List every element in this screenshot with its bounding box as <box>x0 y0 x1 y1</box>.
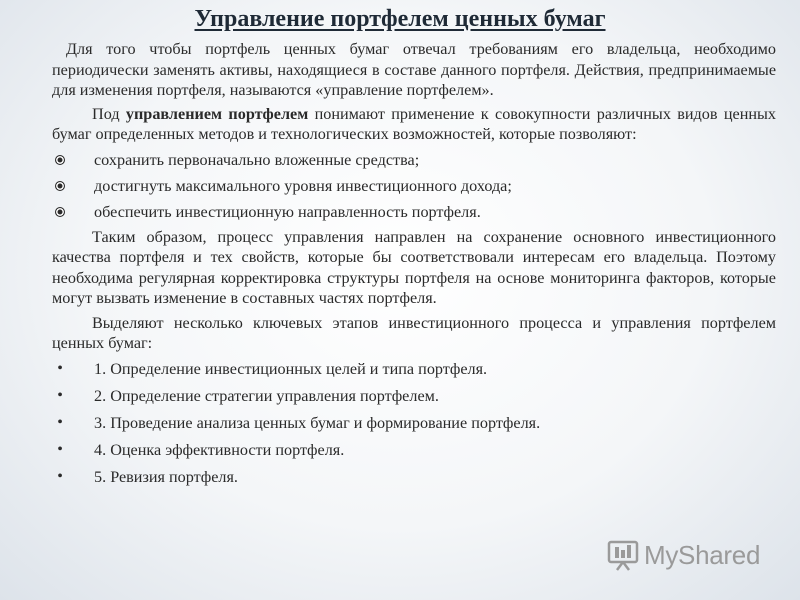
dot-bullet-icon: • <box>57 386 63 404</box>
intro-paragraph: Для того чтобы портфель ценных бумаг отвечал требованиям его владельца, необходимо периодически заменять активы, находящиеся в составе данного портфеля. Действия, предпринимаемые для изменения портфеля, называются «управление портфелем». <box>52 40 776 99</box>
circle-bullet-icon <box>52 201 68 223</box>
stage-text: 1. Определение инвестиционных целей и типа портфеля. <box>94 359 488 378</box>
definition-term: управлением портфелем <box>125 104 309 123</box>
list-item <box>52 466 776 488</box>
dot-bullet-icon: • <box>57 467 63 485</box>
list-item <box>52 358 776 380</box>
stage-text: 3. Проведение анализа ценных бумаг и формирование портфеля. <box>94 413 541 432</box>
dot-bullet-icon: • <box>57 440 63 458</box>
goals-list <box>52 149 776 223</box>
list-item <box>52 439 776 461</box>
watermark-text: MyShared <box>644 539 761 570</box>
list-item <box>52 175 776 197</box>
stages-list <box>52 358 776 488</box>
stages-intro-paragraph: Выделяют несколько ключевых этапов инвестиционного процесса и управления портфелем ценных бумаг: <box>52 313 776 352</box>
presentation-board-icon <box>606 538 640 572</box>
stage-text: 2. Определение стратегии управления портфелем. <box>94 386 439 405</box>
stage-text: 5. Ревизия портфеля. <box>94 467 238 486</box>
list-item <box>52 412 776 434</box>
list-item <box>52 385 776 407</box>
dot-bullet-icon: • <box>57 413 63 431</box>
slide-content <box>52 39 776 493</box>
definition-lead: Под <box>92 104 126 123</box>
circle-bullet-icon <box>52 149 68 171</box>
slide-title: Управление портфелем ценных бумаг <box>194 6 606 32</box>
circle-bullet-icon <box>52 175 68 197</box>
goal-text: сохранить первоначально вложенные средства; <box>94 150 420 169</box>
watermark-logo <box>606 536 760 574</box>
summary-paragraph: Таким образом, процесс управления направлен на сохранение основного инвестиционного качества портфеля и тех свойств, которые бы соответствовали интересам его владельца. Поэтому необходима регулярная корректировка структуры портфеля на основе мониторинга факторов, которые могут вызвать изменение в составных частях портфеля. <box>52 227 776 307</box>
list-item <box>52 201 776 223</box>
goal-text: обеспечить инвестиционную направленность портфеля. <box>94 202 481 221</box>
dot-bullet-icon: • <box>57 359 63 377</box>
definition-rest: понимают применение к совокупности различных видов ценных бумаг определенных методов и технологических возможностей, которые позволяют: <box>52 104 776 143</box>
stage-text: 4. Оценка эффективности портфеля. <box>94 440 345 459</box>
list-item <box>52 149 776 171</box>
definition-paragraph <box>52 104 776 145</box>
goal-text: достигнуть максимального уровня инвестиционного дохода; <box>94 176 512 195</box>
